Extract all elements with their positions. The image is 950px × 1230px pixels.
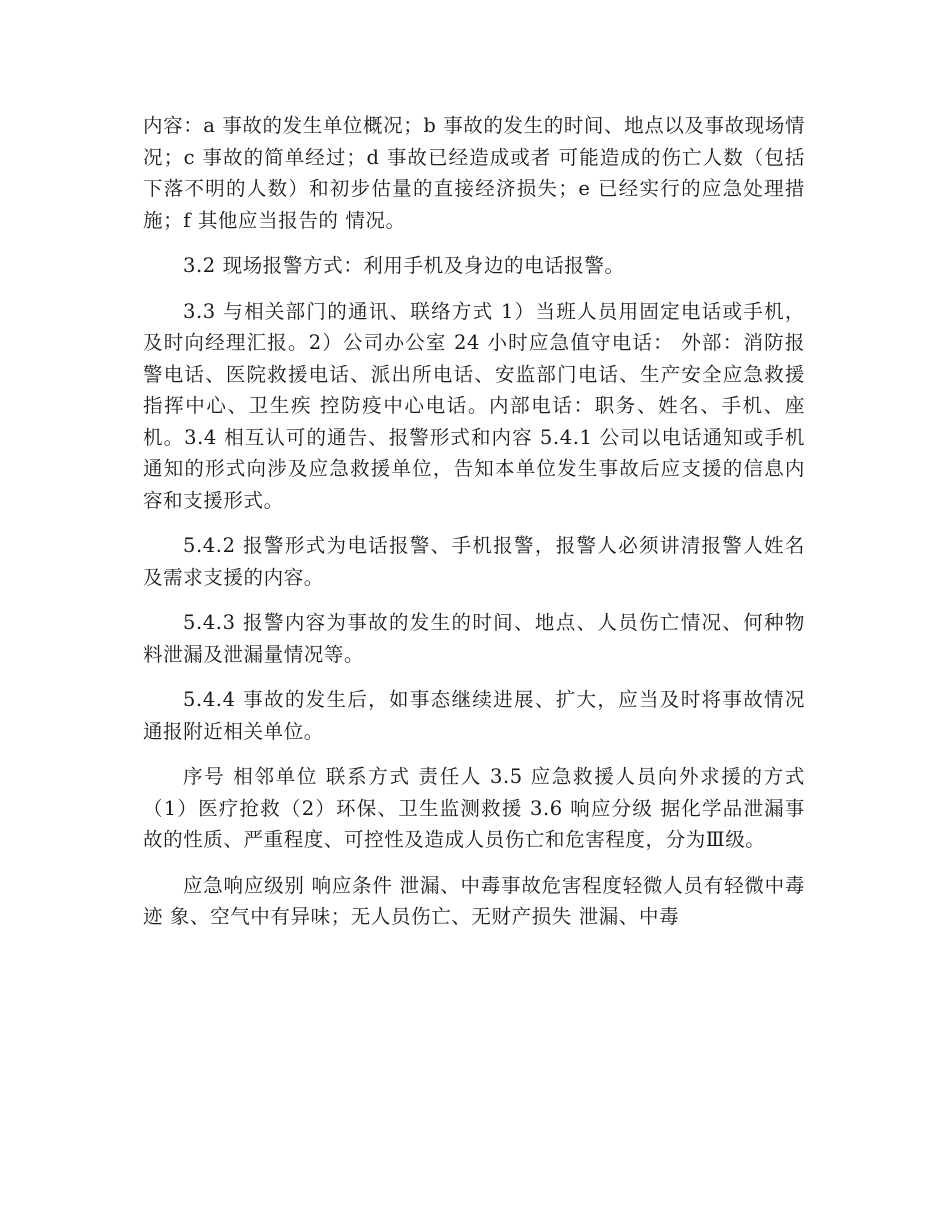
paragraph-alarm-content: 5.4.3 报警内容为事故的发生的时间、地点、人员伤亡情况、何种物料泄漏及泄漏量情况等。 — [143, 611, 805, 666]
paragraph-communication: 3.3 与相关部门的通讯、联络方式 1）当班人员用固定电话或手机，及时向经理汇报。2）公司办公室 24 小时应急值守电话： 外部：消防报警电话、医院救援电话、派出所电话、安监部门电话、生产安全应急救援指挥中心、卫生疾 控防疫中心电话。内部电话：职务、姓名、手机、座机。3.4 相互认可的通告、报警形式和内容 5.4.1 公司以电话通知或手机通知的形式向涉及应急救援单位，告知本单位发生事故后应支援的信息内容和支援形式。 — [143, 299, 805, 512]
paragraph-response-conditions: 应急响应级别 响应条件 泄漏、中毒事故危害程度轻微人员有轻微中毒迹 象、空气中有异味；无人员伤亡、无财产损失 泄漏、中毒 — [143, 873, 805, 928]
paragraph-response-levels: 序号 相邻单位 联系方式 责任人 3.5 应急救援人员向外求援的方式 （1）医疗抢救（2）环保、卫生监测救援 3.6 响应分级 据化学品泄漏事故的性质、严重程度、可控性及造成人员伤亡和危害程度，分为Ⅲ级。 — [143, 765, 805, 851]
paragraph-alarm-form: 5.4.2 报警形式为电话报警、手机报警，报警人必须讲清报警人姓名及需求支援的内容。 — [143, 534, 805, 589]
paragraph-notify-neighbors: 5.4.4 事故的发生后，如事态继续进展、扩大，应当及时将事故情况通报附近相关单位。 — [143, 688, 805, 743]
paragraph-alarm-method: 3.2 现场报警方式：利用手机及身边的电话报警。 — [183, 254, 625, 277]
document-page — [143, 110, 805, 947]
paragraph-report-content: 内容：a 事故的发生单位概况；b 事故的发生的时间、地点以及事故现场情况；c 事故的简单经过；d 事故已经造成或者 可能造成的伤亡人数（包括下落不明的人数）和初步估量的直接经济损失；e 已经实行的应急处理措施；f 其他应当报告的 情况。 — [143, 114, 806, 232]
